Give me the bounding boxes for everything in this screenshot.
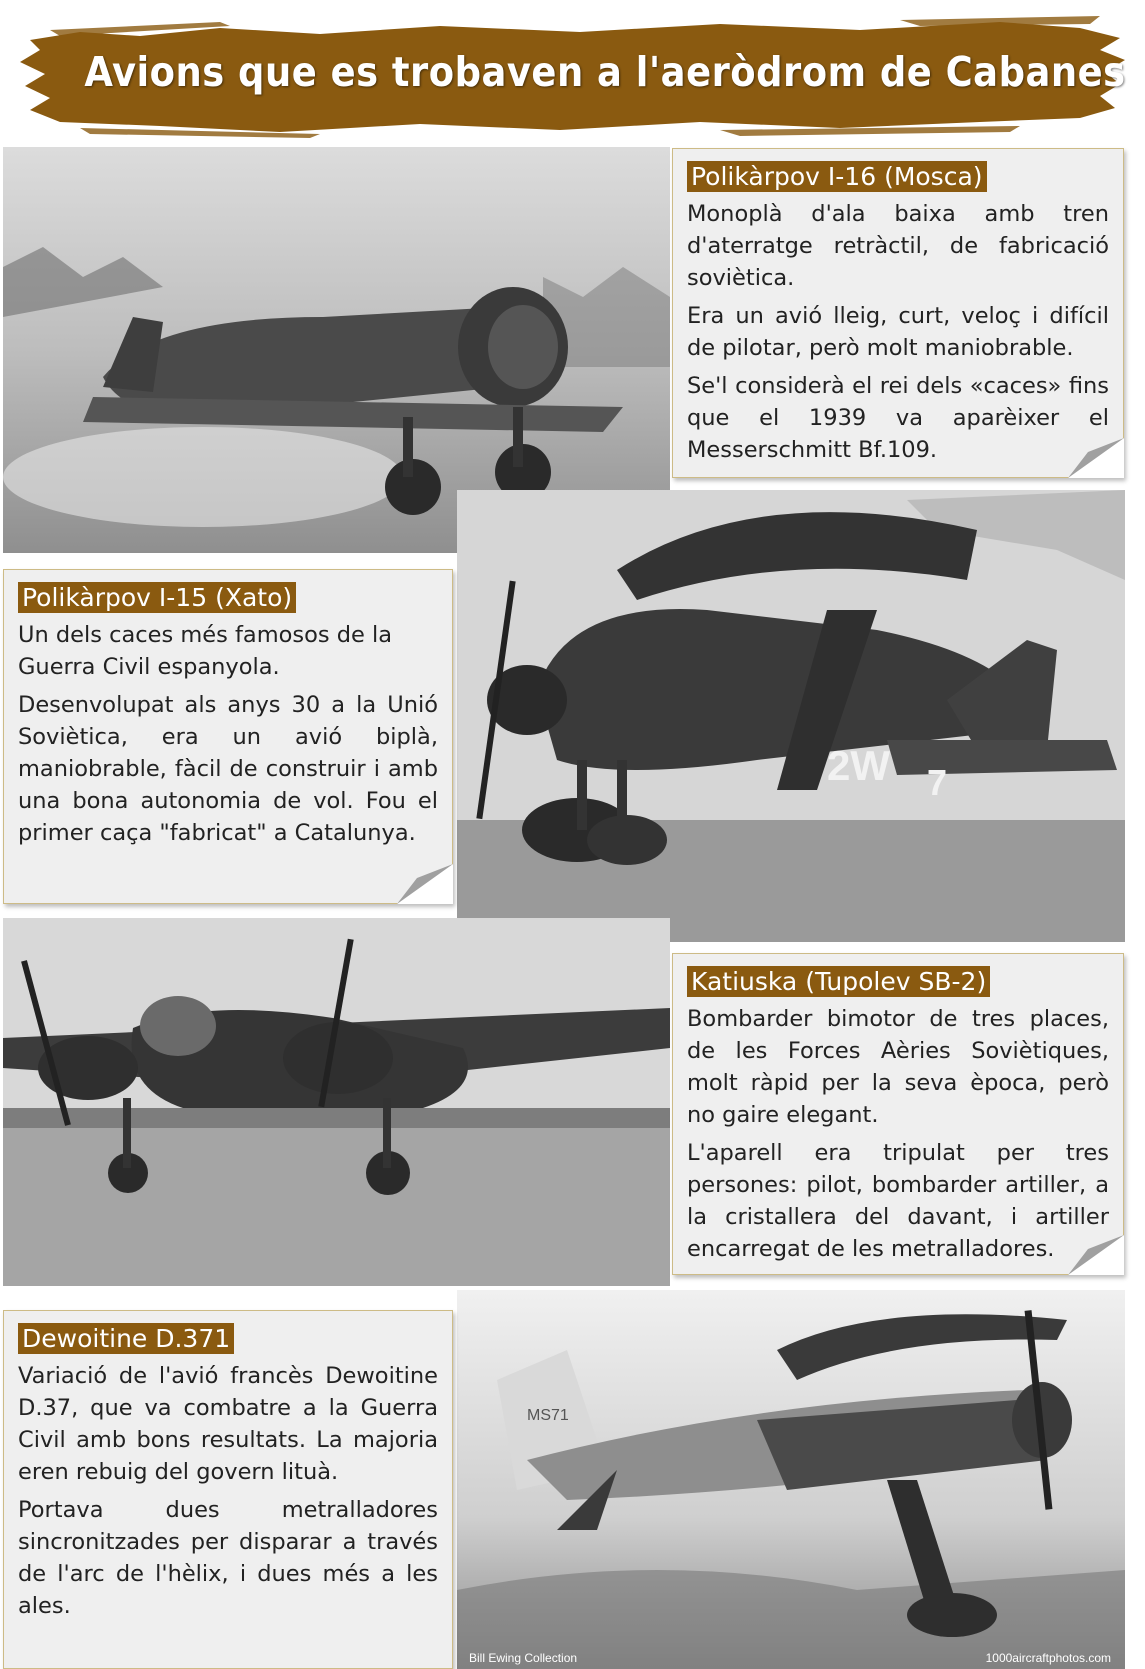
d371-aircraft-image — [457, 1290, 1125, 1669]
page-curl-icon — [1068, 438, 1124, 478]
svg-text:7: 7 — [927, 762, 948, 803]
paragraph: Se'l considerà el rei dels «caces» fins que el 1939 va aparèixer el Messerschmitt Bf.109. — [687, 373, 1109, 463]
photo-d371 — [457, 1290, 1125, 1669]
svg-text:MS71: MS71 — [527, 1407, 569, 1424]
paragraph: L'aparell era tripulat per tres persones: pilot, bombarder artiller, a la cristallera del davant, i artiller encarregat de les metralladores. — [687, 1140, 1109, 1262]
paragraph: Monoplà d'ala baixa amb tren d'aterratge retràctil, de fabricació soviètica. — [687, 201, 1109, 291]
page-curl-icon — [397, 864, 453, 904]
heading-d371: Dewoitine D.371 — [18, 1323, 234, 1354]
photo-sb2 — [3, 918, 670, 1286]
page-curl-icon — [1068, 1235, 1124, 1275]
card-sb2 — [672, 953, 1124, 1275]
card-i15 — [3, 569, 453, 904]
heading-i15: Polikàrpov I-15 (Xato) — [18, 582, 296, 613]
svg-text:2W: 2W — [827, 742, 890, 789]
paragraph: Variació de l'avió francès Dewoitine D.37, que va combatre a la Guerra Civil amb bons resultats. La majoria eren rebuig del govern lituà. — [18, 1363, 438, 1485]
i15-aircraft-image — [457, 490, 1125, 942]
photo-i15 — [457, 490, 1125, 942]
page-title: Avions que es trobaven a l'aeròdrom de Cabanes — [84, 48, 1126, 96]
paragraph: Era un avió lleig, curt, veloç i difícil de pilotar, però molt maniobrable. — [687, 303, 1109, 361]
paragraph: Bombarder bimotor de tres places, de les Forces Aèries Soviètiques, molt ràpid per la seva època, però no gaire elegant. — [687, 1006, 1109, 1128]
sb2-aircraft-image — [3, 918, 670, 1286]
paragraph: Un dels caces més famosos de la Guerra Civil espanyola. — [18, 622, 393, 680]
photo-credit-right: 1000aircraftphotos.com — [985, 1651, 1111, 1665]
card-i16 — [672, 148, 1124, 478]
card-d371 — [3, 1310, 453, 1669]
photo-credit-left: Bill Ewing Collection — [469, 1651, 578, 1665]
title-banner — [20, 10, 1130, 140]
heading-i16: Polikàrpov I-16 (Mosca) — [687, 161, 987, 192]
paragraph: Portava dues metralladores sincronitzades per disparar a través de l'arc de l'hèlix, i dues més a les ales. — [18, 1497, 438, 1619]
paragraph: Desenvolupat als anys 30 a la Unió Soviètica, era un avió biplà, maniobrable, fàcil de construir i amb una bona autonomia de vol. Fou el primer caça "fabricat" a Catalunya. — [18, 692, 438, 846]
heading-sb2: Katiuska (Tupolev SB-2) — [687, 966, 990, 997]
